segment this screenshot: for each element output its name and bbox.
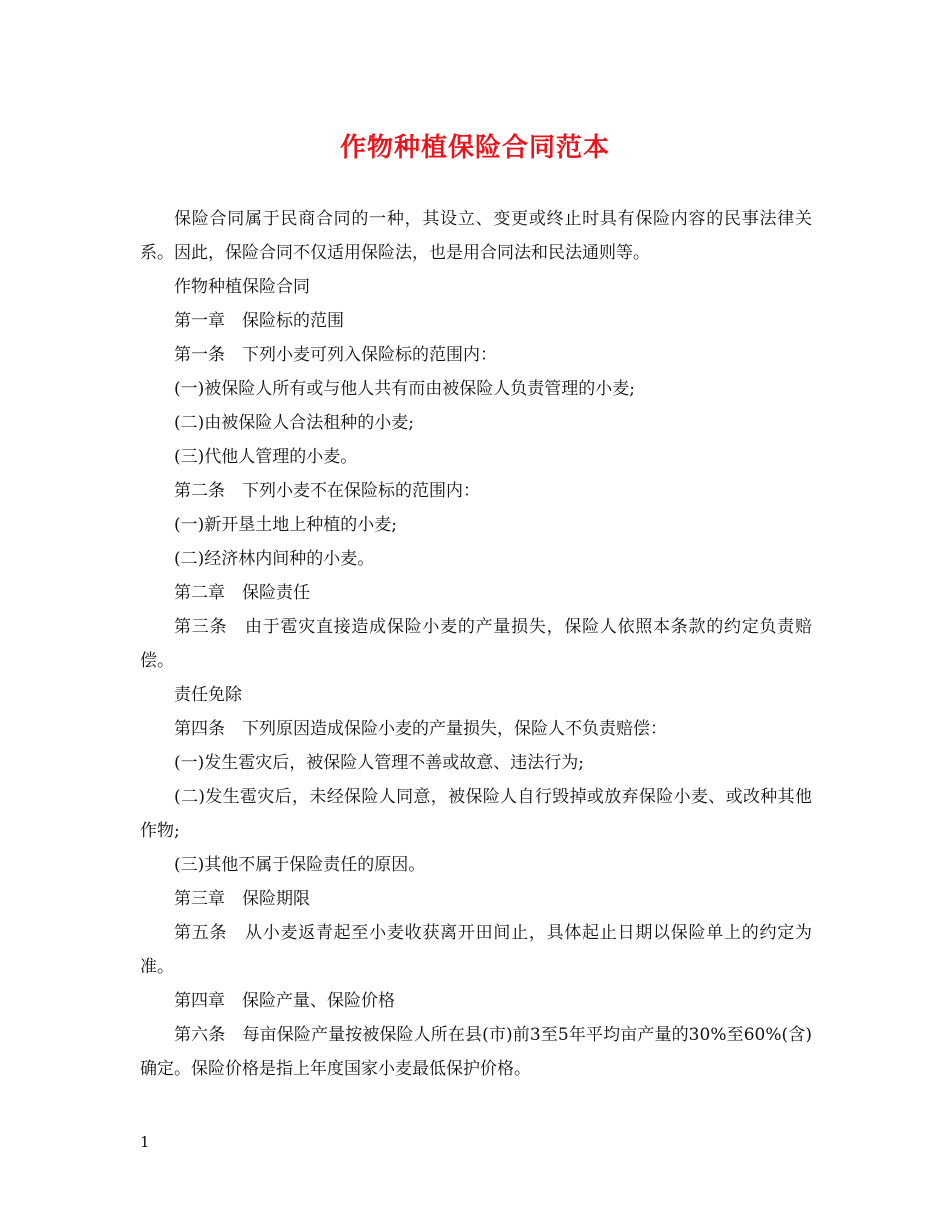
article-1-item-2: (二)由被保险人合法租种的小麦; [174,413,414,433]
article-2: 第二条 下列小麦不在保险标的范围内： [174,481,480,501]
exclusions-heading: 责任免除 [174,685,242,705]
document-body [140,202,812,1086]
article-4-item-1: (一)发生雹灾后，被保险人管理不善或故意、违法行为; [174,753,584,773]
article-4-item-3: (三)其他不属于保险责任的原因。 [174,855,426,875]
page-number: 1 [140,1133,150,1151]
chapter-1-heading: 第一章 保险标的范围 [174,311,344,331]
chapter-4-heading: 第四章 保险产量、保险价格 [174,991,395,1011]
chapter-2-heading: 第二章 保险责任 [174,583,310,603]
article-1: 第一条 下列小麦可列入保险标的范围内： [174,345,497,365]
article-2-item-1: (一)新开垦土地上种植的小麦; [174,515,397,535]
paragraph-intro: 保险合同属于民商合同的一种，其设立、变更或终止时具有保险内容的民事法律关系。因此，保险合同不仅适用保险法，也是用合同法和民法通则等。 [140,209,812,263]
article-5: 第五条 从小麦返青起至小麦收获离开田间止，具体起止日期以保险单上的约定为准。 [140,923,812,977]
chapter-3-heading: 第三章 保险期限 [174,889,310,909]
paragraph-contract-name: 作物种植保险合同 [174,277,310,297]
article-1-item-1: (一)被保险人所有或与他人共有而由被保险人负责管理的小麦; [174,379,635,399]
article-4: 第四条 下列原因造成保险小麦的产量损失，保险人不负责赔偿： [174,719,667,739]
article-1-item-3: (三)代他人管理的小麦。 [174,447,358,467]
article-3: 第三条 由于雹灾直接造成保险小麦的产量损失，保险人依照本条款的约定负责赔偿。 [140,617,812,671]
article-6: 第六条 每亩保险产量按被保险人所在县(市)前3至5年平均亩产量的30%至60%(含)确定。保险价格是指上年度国家小麦最低保护价格。 [140,1025,812,1079]
article-2-item-2: (二)经济林内间种的小麦。 [174,549,375,569]
article-4-item-2: (二)发生雹灾后，未经保险人同意，被保险人自行毁掉或放弃保险小麦、或改种其他作物; [140,787,812,841]
document-title: 作物种植保险合同范本 [339,133,610,163]
